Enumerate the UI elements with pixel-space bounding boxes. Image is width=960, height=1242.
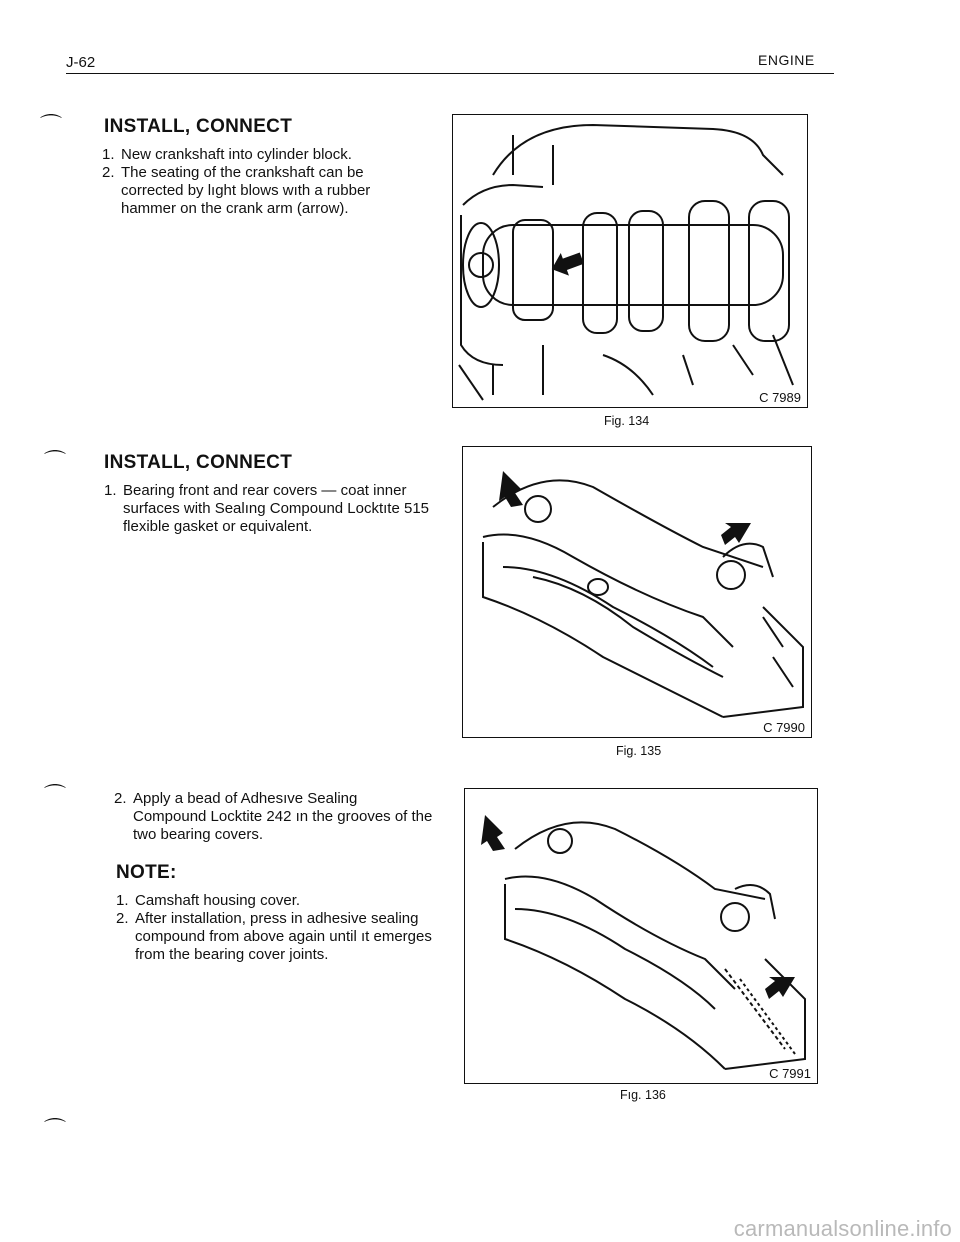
margin-mark: ⌒ — [44, 449, 67, 474]
note-list — [116, 892, 436, 964]
step-text: New crankshaft into cylinder block. — [121, 146, 352, 163]
figure-code: C 7991 — [769, 1066, 811, 1081]
step-number: 1. — [116, 892, 129, 909]
section-heading: INSTALL, CONNECT — [104, 116, 293, 137]
figure-crankshaft — [452, 114, 808, 408]
step-list — [104, 482, 434, 536]
step-list — [102, 146, 402, 218]
figure-code: C 7990 — [763, 720, 805, 735]
figure-code: C 7989 — [759, 390, 801, 405]
step-number: 1. — [104, 482, 117, 499]
step-text: Camshaft housing cover. — [135, 892, 301, 909]
step-number: 2. — [114, 790, 127, 807]
note-heading: NOTE: — [116, 862, 177, 883]
figure-caption: Fıg. 136 — [620, 1088, 666, 1102]
margin-mark: ⌒ — [44, 783, 67, 808]
page-number: J-62 — [66, 54, 96, 71]
step-text: Apply a bead of Adhesıve Sealing Compound Locktite 242 ın the grooves of the two bearing covers. — [133, 790, 433, 843]
crankshaft-illustration — [453, 115, 809, 409]
list-item — [102, 146, 402, 164]
section-title: ENGINE — [758, 52, 815, 68]
step-text: Bearing front and rear covers — coat inner surfaces with Sealıng Compound Locktıte 515 flexible gasket or equivalent. — [123, 482, 430, 535]
figure-bearing-cover-front — [462, 446, 812, 738]
margin-mark: ⌒ — [40, 113, 63, 138]
margin-mark: ⌒ — [44, 1117, 67, 1142]
header-rule — [66, 73, 834, 74]
list-item — [116, 892, 436, 910]
step-text: After installation, press in adhesive sealing compound from above again until ıt emerges from the bearing cover joints. — [135, 910, 432, 963]
sealant-illustration — [465, 789, 819, 1085]
list-item — [116, 910, 435, 964]
step-list — [114, 790, 434, 844]
list-item — [102, 164, 403, 218]
step-number: 1. — [102, 146, 115, 163]
figure-bearing-cover-sealant — [464, 788, 818, 1084]
step-text: The seating of the crankshaft can be corrected by lıght blows wıth a rubber hammer on the crank arm (arrow). — [121, 164, 371, 217]
step-number: 2. — [102, 164, 115, 181]
watermark-text: carmanualsonline.info — [733, 1216, 952, 1241]
list-item — [104, 482, 434, 536]
figure-caption: Fig. 135 — [616, 744, 662, 758]
section-heading: INSTALL, CONNECT — [104, 452, 293, 473]
step-number: 2. — [116, 910, 129, 927]
figure-caption: Fig. 134 — [604, 414, 650, 428]
bearing-cover-illustration — [463, 447, 813, 739]
list-item — [114, 790, 434, 844]
